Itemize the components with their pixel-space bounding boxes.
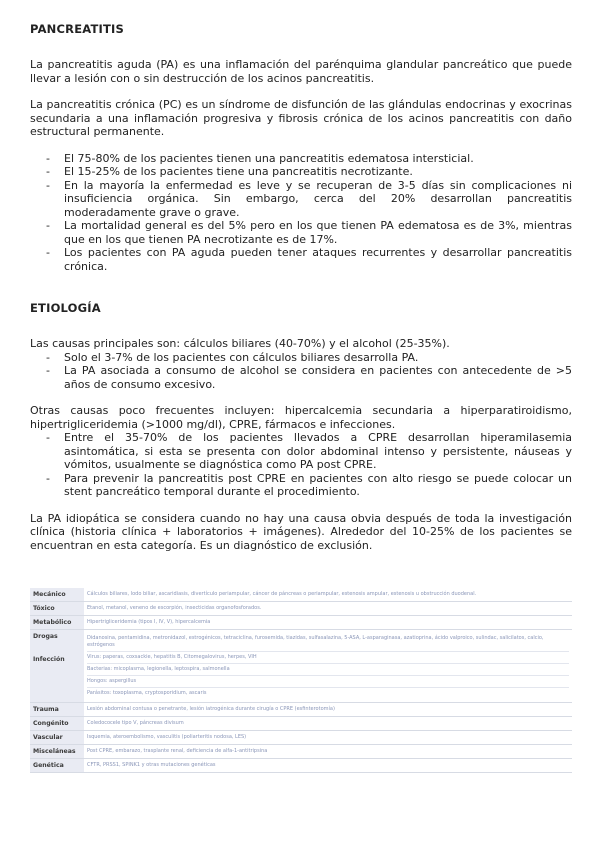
other-causes-bullets <box>30 431 572 499</box>
pc-definition: La pancreatitis crónica (PC) es un síndrome de disfunción de las glándulas endocrinas y exocrinas secundaria a una inflamación progresiva y fibrosis crónica de los acinos pancreatitis con daño estructural permanente. <box>30 98 572 138</box>
row-label: Trauma <box>30 703 84 717</box>
table-row <box>30 759 572 773</box>
other-causes: Otras causas poco frecuentes incluyen: hipercalcemia secundaria a hiperparatiroidismo, hipertrigliceridemia (>1000 mg/dl), CPRE, fármacos e infecciones. <box>30 404 572 431</box>
row-value: Hipertrigliceridemia (tipos I, IV, V), hipercalcemia <box>84 616 572 630</box>
etiologia-heading: ETIOLOGÍA <box>30 301 101 315</box>
list-item: - Entre el 35-70% de los pacientes llevados a CPRE desarrollan hiperamilasemia asintomática, si esta se presenta con dolor abdominal intenso y persistente, náuseas y vómitos, usualmente se diagnóstica como PA post CPRE. <box>30 431 572 472</box>
drogas-label: Drogas <box>33 633 58 640</box>
row-label <box>30 630 84 703</box>
row-label: Mecánico <box>30 588 84 602</box>
table-row <box>30 745 572 759</box>
pancreatitis-bullets <box>30 152 572 274</box>
row-label: Metabólico <box>30 616 84 630</box>
row-label: Tóxico <box>30 602 84 616</box>
row-value: Post CPRE, embarazo, trasplante renal, deficiencia de alfa-1-antitripsina <box>84 745 572 759</box>
list-item: - El 15-25% de los pacientes tiene una pancreatitis necrotizante. <box>30 165 572 179</box>
list-item: - En la mayoría la enfermedad es leve y se recuperan de 3-5 días sin complicaciones ni insuficiencia orgánica. Sin embargo, cerca del 20% desarrollan pancreatitis moderadamente grave o grave. <box>30 179 572 220</box>
row-value: Etanol, metanol, veneno de escorpión, insecticidas organofosforados. <box>84 602 572 616</box>
row-value: Coledococele tipo V, páncreas divisum <box>84 717 572 731</box>
document-body <box>30 22 572 552</box>
row-value <box>84 630 572 703</box>
main-causes: Las causas principales son: cálculos biliares (40-70%) y el alcohol (25-35%). <box>30 337 450 350</box>
list-item: - El 75-80% de los pacientes tienen una pancreatitis edematosa intersticial. <box>30 152 572 166</box>
table-row <box>30 630 572 703</box>
table-row <box>30 703 572 717</box>
row-value: Isquemia, ateroembolismo, vasculitis (poliarteritis nodosa, LES) <box>84 731 572 745</box>
table-row <box>30 731 572 745</box>
table-row <box>30 616 572 630</box>
pa-definition: La pancreatitis aguda (PA) es una inflamación del parénquima glandular pancreático que puede llevar a lesión con o sin destrucción de los acinos pancreatitis. <box>30 58 572 85</box>
pancreatitis-heading: PANCREATITIS <box>30 22 124 36</box>
row-label: Genética <box>30 759 84 773</box>
row-label: Misceláneas <box>30 745 84 759</box>
list-item: - Para prevenir la pancreatitis post CPRE en pacientes con alto riesgo se puede colocar un stent pancreático temporal durante el procedimiento. <box>30 472 572 499</box>
row-label: Congénito <box>30 717 84 731</box>
list-item: - Solo el 3-7% de los pacientes con cálculos biliares desarrolla PA. <box>30 351 572 365</box>
infeccion-hongos: Hongos: aspergillus <box>87 676 569 688</box>
row-label: Vascular <box>30 731 84 745</box>
list-item: - La PA asociada a consumo de alcohol se considera en pacientes con antecedente de >5 años de consumo excesivo. <box>30 364 572 391</box>
table-row <box>30 602 572 616</box>
list-item: - La mortalidad general es del 5% pero en los que tienen PA edematosa es de 3%, mientras que en los que tienen PA necrotizante es de 17%. <box>30 219 572 246</box>
list-item: - Los pacientes con PA aguda pueden tener ataques recurrentes y desarrollar pancreatitis crónica. <box>30 246 572 273</box>
infeccion-label: Infección <box>33 656 65 663</box>
row-value: Lesión abdominal contusa o penetrante, lesión iatrogénica durante cirugía o CPRE (esfinterotomía) <box>84 703 572 717</box>
main-causes-bullets <box>30 351 572 392</box>
row-value: CFTR, PRSS1, SPINK1 y otras mutaciones genéticas <box>84 759 572 773</box>
drogas-value: Didanosina, pentamidina, metronidazol, estrogénicos, tetraciclina, furosemida, tiazidas, sulfasalazina, 5-ASA, L-asparaginasa, azatioprina, ácido valproico, sulindac, salicilatos, calcio, estrógenos <box>87 633 569 652</box>
etiology-table <box>30 588 572 773</box>
infeccion-bacterias: Bacterias: micoplasma, legionella, leptospira, salmonella <box>87 664 569 676</box>
table-row <box>30 588 572 602</box>
idiopathic-paragraph: La PA idiopática se considera cuando no hay una causa obvia después de toda la investigación clínica (historia clínica + laboratorios + imágenes). Alrededor del 10-25% de los pacientes se encuentran en esta categoría. Es un diagnóstico de exclusión. <box>30 511 572 552</box>
row-value: Cálculos biliares, lodo biliar, ascaridiasis, divertículo periampular, cáncer de páncreas o periampular, estenosis ampular, estenosis u obstrucción duodenal. <box>84 588 572 602</box>
table-row <box>30 717 572 731</box>
infeccion-virus: Virus: paperas, coxsackie, hepatitis B, Citomegalovirus, herpes, VIH <box>87 652 569 664</box>
infeccion-parasitos: Parásitos: toxoplasma, cryptosporidium, ascaris <box>87 690 207 696</box>
